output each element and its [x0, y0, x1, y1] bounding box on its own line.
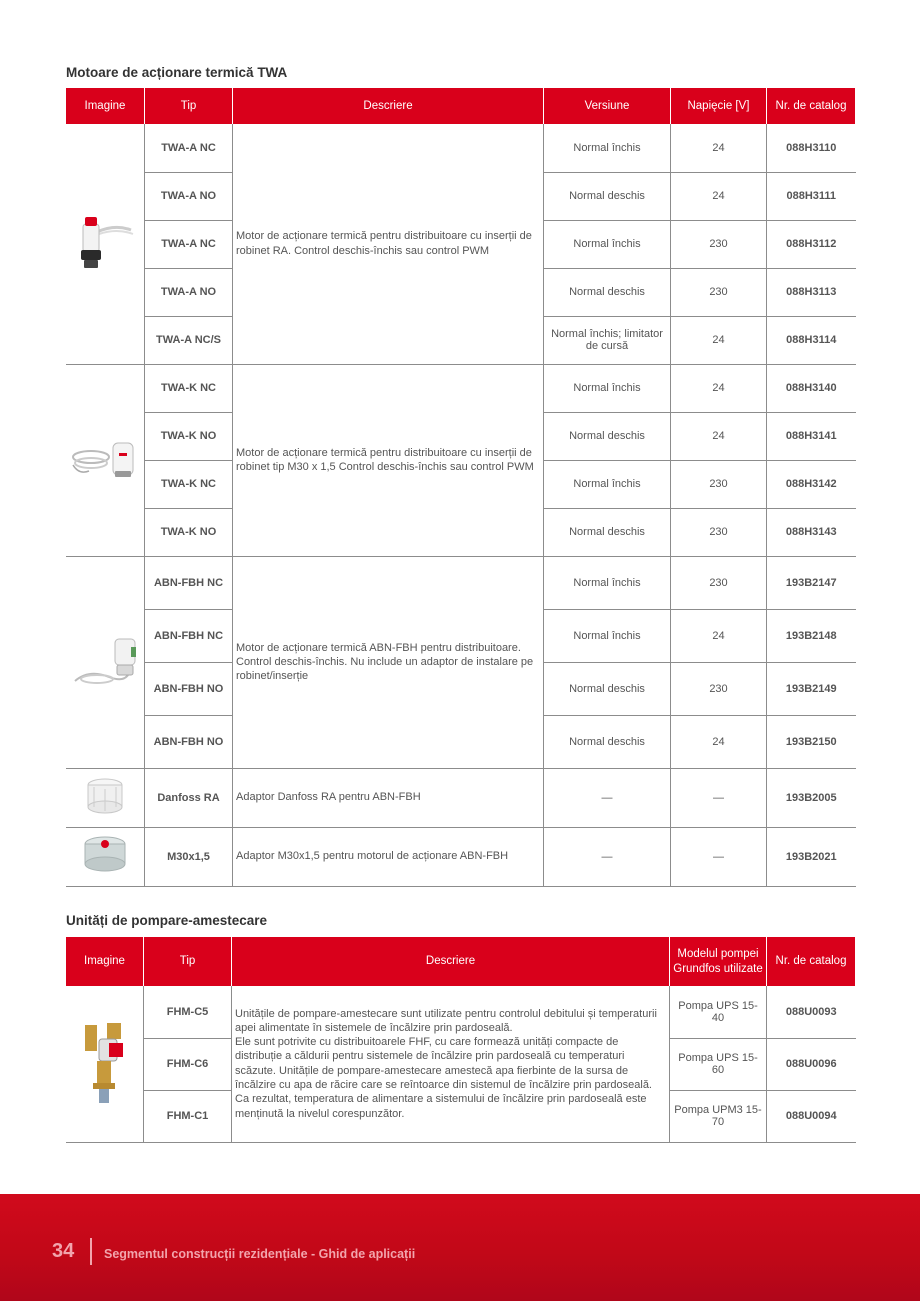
catalog-cell: 088U0093: [767, 986, 856, 1038]
description-cell: Adaptor M30x1,5 pentru motorul de acționare ABN-FBH: [233, 827, 544, 886]
catalog-cell: 088H3111: [767, 172, 856, 220]
header-pump-model: Modelul pompei Grundfos utilizate: [670, 937, 767, 986]
voltage-cell: 24: [671, 609, 767, 662]
page-footer: [0, 1194, 920, 1301]
header-catalog: Nr. de catalog: [767, 88, 856, 124]
catalog-cell: 088H3143: [767, 508, 856, 556]
footer-divider: [90, 1238, 92, 1265]
m30-adaptor-image: [78, 832, 132, 878]
catalog-cell: 088U0094: [767, 1090, 856, 1142]
danfoss-ra-adaptor-image-cell: [66, 768, 145, 827]
type-cell: TWA-A NC: [145, 124, 233, 172]
voltage-cell: 230: [671, 556, 767, 609]
voltage-cell: 24: [671, 412, 767, 460]
type-cell: TWA-K NO: [145, 412, 233, 460]
version-cell: Normal închis; limitator de cursă: [544, 316, 671, 364]
voltage-cell: 230: [671, 268, 767, 316]
voltage-cell: 24: [671, 172, 767, 220]
voltage-cell: —: [671, 768, 767, 827]
header-versiune: Versiune: [544, 88, 671, 124]
type-cell: ABN-FBH NC: [145, 609, 233, 662]
catalog-cell: 193B2005: [767, 768, 856, 827]
catalog-cell: 088H3112: [767, 220, 856, 268]
table-row: [66, 986, 856, 1038]
abn-fbh-actuator-image: [69, 629, 145, 693]
table-row: [66, 827, 856, 886]
catalog-cell: 193B2147: [767, 556, 856, 609]
m30-adaptor-image-cell: [66, 827, 145, 886]
pump-mixing-unit-image: [79, 1017, 129, 1107]
header-descriere: Descriere: [233, 88, 544, 124]
pump-unit-image-cell: [66, 986, 144, 1142]
voltage-cell: 24: [671, 316, 767, 364]
description-cell: Motor de acționare termică pentru distribuitoare cu inserții de robinet tip M30 x 1,5 Control deschis-închis sau control PWM: [233, 364, 544, 556]
voltage-cell: 230: [671, 220, 767, 268]
twa-k-image-cell: [66, 364, 145, 556]
version-cell: Normal închis: [544, 609, 671, 662]
pump-description-paragraph-1: Unitățile de pompare-amestecare sunt utilizate pentru controlul debitului și temperaturii apei alimentate în sistemele de încălzire prin pardoseală.: [235, 1007, 657, 1034]
voltage-cell: 230: [671, 508, 767, 556]
voltage-cell: —: [671, 827, 767, 886]
type-cell: ABN-FBH NO: [145, 662, 233, 715]
type-cell: Danfoss RA: [145, 768, 233, 827]
voltage-cell: 230: [671, 662, 767, 715]
version-cell: Normal închis: [544, 124, 671, 172]
table-row: [66, 556, 856, 609]
type-cell: TWA-K NC: [145, 364, 233, 412]
version-cell: Normal deschis: [544, 662, 671, 715]
twa-table: [65, 88, 856, 887]
type-cell: TWA-A NC: [145, 220, 233, 268]
type-cell: TWA-K NO: [145, 508, 233, 556]
catalog-cell: 088U0096: [767, 1038, 856, 1090]
description-cell: Motor de acționare termică pentru distribuitoare cu inserții de robinet RA. Control deschis-închis sau control PWM: [233, 124, 544, 364]
table-row: [66, 364, 856, 412]
version-cell: Normal închis: [544, 460, 671, 508]
abn-fbh-image-cell: [66, 556, 145, 768]
version-cell: Normal deschis: [544, 412, 671, 460]
header-imagine: Imagine: [66, 937, 144, 986]
catalog-cell: 088H3141: [767, 412, 856, 460]
header-tip: Tip: [144, 937, 232, 986]
catalog-cell: 088H3114: [767, 316, 856, 364]
pump-model-cell: Pompa UPM3 15-70: [670, 1090, 767, 1142]
pump-description-paragraph-2: Ele sunt potrivite cu distribuitoarele FHF, cu care formează unități compacte de distribuție a căldurii pentru sistemele de încălzire prin pardoseală cu temperaturi scăzute. Unitățile de pompare-amestecare amestecă apa fierbinte de la sursa de încălzire cu apa de răcire care se reîntoarce din sistemul de încălzire prin pardoseală. Ca rezultat, temperatura de alimentare a sistemului de încălzire prin pardoseală este menținută la nivelul corespunzător.: [235, 1036, 652, 1120]
footer-title: Segmentul construcții rezidențiale - Ghid de aplicații: [104, 1247, 416, 1261]
version-cell: Normal deschis: [544, 172, 671, 220]
danfoss-ra-adaptor-image: [80, 771, 130, 821]
catalog-cell: 088H3140: [767, 364, 856, 412]
version-cell: Normal deschis: [544, 715, 671, 768]
catalog-cell: 088H3142: [767, 460, 856, 508]
pump-units-table: [65, 937, 856, 1143]
voltage-cell: 24: [671, 715, 767, 768]
type-cell: TWA-A NO: [145, 172, 233, 220]
type-cell: FHM-C6: [144, 1038, 232, 1090]
catalog-cell: 088H3113: [767, 268, 856, 316]
pump-model-cell: Pompa UPS 15-60: [670, 1038, 767, 1090]
voltage-cell: 24: [671, 364, 767, 412]
voltage-cell: 230: [671, 460, 767, 508]
catalog-cell: 193B2148: [767, 609, 856, 662]
type-cell: ABN-FBH NO: [145, 715, 233, 768]
catalog-cell: 193B2150: [767, 715, 856, 768]
catalog-cell: 193B2149: [767, 662, 856, 715]
twa-a-actuator-image: [75, 210, 135, 274]
type-cell: TWA-A NO: [145, 268, 233, 316]
version-cell: Normal deschis: [544, 268, 671, 316]
description-cell: Motor de acționare termică ABN-FBH pentru distribuitoare. Control deschis-închis. Nu include un adaptor de instalare pe robinet/inserție: [233, 556, 544, 768]
voltage-cell: 24: [671, 124, 767, 172]
type-cell: TWA-K NC: [145, 460, 233, 508]
type-cell: FHM-C1: [144, 1090, 232, 1142]
version-cell: Normal deschis: [544, 508, 671, 556]
table-row: [66, 768, 856, 827]
header-voltage: Napięcie [V]: [671, 88, 767, 124]
pump-model-cell: Pompa UPS 15-40: [670, 986, 767, 1038]
version-cell: —: [544, 768, 671, 827]
catalog-cell: 088H3110: [767, 124, 856, 172]
page-number: 34: [52, 1240, 75, 1262]
pump-description-cell: [232, 986, 670, 1142]
section-title-twa: Motoare de acționare termică TWA: [66, 65, 288, 80]
type-cell: M30x1,5: [145, 827, 233, 886]
version-cell: Normal închis: [544, 364, 671, 412]
twa-a-image-cell: [66, 124, 145, 364]
section-title-pump-units: Unități de pompare-amestecare: [66, 913, 268, 928]
description-cell: Adaptor Danfoss RA pentru ABN-FBH: [233, 768, 544, 827]
header-descriere: Descriere: [232, 937, 670, 986]
catalog-cell: 193B2021: [767, 827, 856, 886]
version-cell: Normal închis: [544, 556, 671, 609]
type-cell: TWA-A NC/S: [145, 316, 233, 364]
header-imagine: Imagine: [66, 88, 145, 124]
twa-k-actuator-image: [69, 431, 141, 487]
type-cell: FHM-C5: [144, 986, 232, 1038]
header-catalog: Nr. de catalog: [767, 937, 856, 986]
version-cell: Normal închis: [544, 220, 671, 268]
table-row: [66, 124, 856, 172]
header-tip: Tip: [145, 88, 233, 124]
version-cell: —: [544, 827, 671, 886]
type-cell: ABN-FBH NC: [145, 556, 233, 609]
